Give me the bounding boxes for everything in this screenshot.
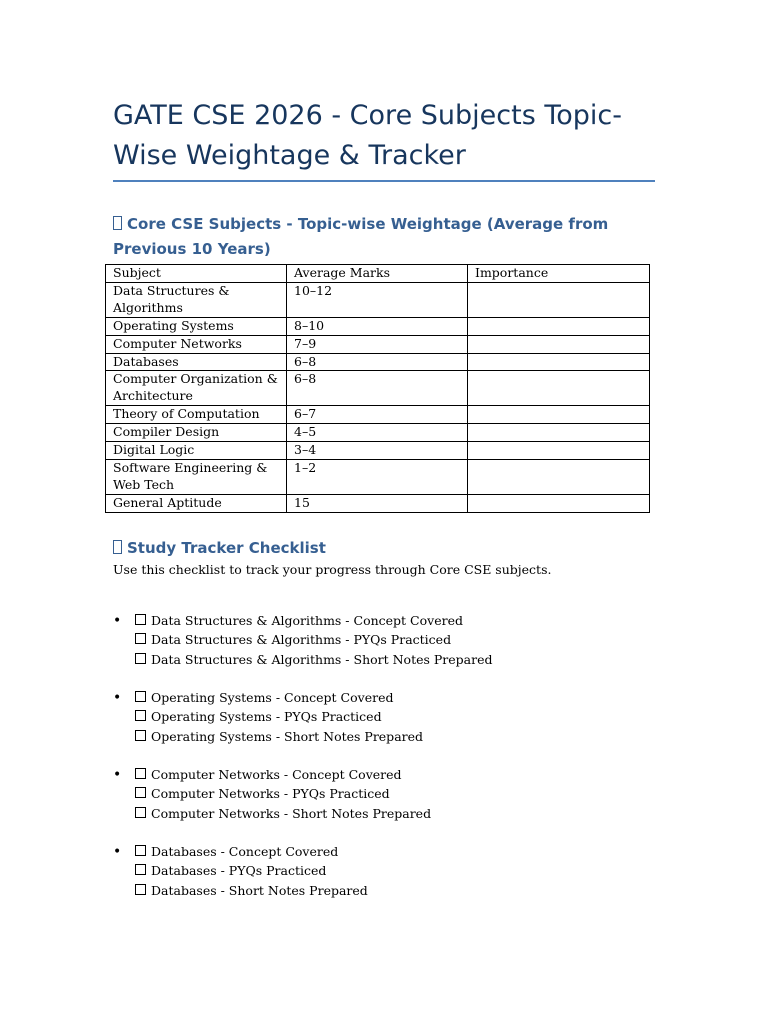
marks-cell: 8–10 xyxy=(287,317,468,335)
checklist-item-label: Computer Networks - PYQs Practiced xyxy=(151,786,390,802)
subject-cell: Software Engineering & Web Tech xyxy=(106,459,287,494)
subject-cell: Compiler Design xyxy=(106,424,287,442)
table-row xyxy=(106,406,650,424)
table-row xyxy=(106,317,650,335)
checklist-item[interactable] xyxy=(135,765,493,784)
importance-cell xyxy=(468,459,650,494)
checkbox-icon[interactable] xyxy=(135,614,146,625)
marks-cell: 4–5 xyxy=(287,424,468,442)
table-row xyxy=(106,442,650,460)
checklist-item[interactable] xyxy=(135,707,493,726)
checklist-item-label: Operating Systems - Concept Covered xyxy=(151,690,394,705)
header-importance: Importance xyxy=(468,265,650,283)
table-header-row xyxy=(106,265,650,283)
table-row xyxy=(106,494,650,512)
checklist-item[interactable] xyxy=(135,727,493,746)
importance-cell xyxy=(468,335,650,353)
checklist-item[interactable] xyxy=(135,650,493,669)
subject-cell: Computer Organization & Architecture xyxy=(106,371,287,406)
checklist-item-label: Databases - Short Notes Prepared xyxy=(151,882,368,898)
table-row xyxy=(106,282,650,317)
bullet-icon: • xyxy=(113,613,122,629)
importance-cell xyxy=(468,371,650,406)
checklist-item-label: Databases - Concept Covered xyxy=(151,844,339,859)
checklist-item[interactable] xyxy=(135,842,493,861)
marks-cell: 6–8 xyxy=(287,353,468,371)
subject-cell: Operating Systems xyxy=(106,317,287,335)
marks-cell: 10–12 xyxy=(287,282,468,317)
table-row xyxy=(106,424,650,442)
checklist-item-label: Operating Systems - Short Notes Prepared xyxy=(151,728,424,744)
table-row xyxy=(106,371,650,406)
checkbox-icon[interactable] xyxy=(135,633,146,644)
checkbox-icon[interactable] xyxy=(135,807,146,818)
subject-cell: General Aptitude xyxy=(106,494,287,512)
checklist-item-label: Databases - PYQs Practiced xyxy=(151,863,327,879)
checklist-item-label: Computer Networks - Short Notes Prepared xyxy=(151,805,432,821)
tracker-checklist xyxy=(113,611,493,919)
checklist-item-label: Computer Networks - Concept Covered xyxy=(151,767,402,782)
marks-cell: 6–8 xyxy=(287,371,468,406)
tracker-intro: Use this checklist to track your progress through Core CSE subjects. xyxy=(113,562,552,577)
marks-cell: 3–4 xyxy=(287,442,468,460)
marks-cell: 7–9 xyxy=(287,335,468,353)
missing-glyph-icon xyxy=(113,540,122,554)
checklist-item[interactable] xyxy=(135,784,493,803)
importance-cell xyxy=(468,406,650,424)
importance-cell xyxy=(468,353,650,371)
marks-cell: 1–2 xyxy=(287,459,468,494)
bullet-icon: • xyxy=(113,844,122,860)
tracker-group-cn xyxy=(113,765,493,842)
tracker-heading-text: Study Tracker Checklist xyxy=(127,539,326,557)
checkbox-icon[interactable] xyxy=(135,884,146,895)
checkbox-icon[interactable] xyxy=(135,787,146,798)
importance-cell xyxy=(468,282,650,317)
checklist-item[interactable] xyxy=(135,804,493,823)
table-row xyxy=(106,353,650,371)
subject-cell: Data Structures & Algorithms xyxy=(106,282,287,317)
importance-cell xyxy=(468,317,650,335)
weightage-heading-text: Core CSE Subjects - Topic-wise Weightage (Average from Previous 10 Years) xyxy=(113,215,609,258)
checkbox-icon[interactable] xyxy=(135,768,146,779)
bullet-icon: • xyxy=(113,690,122,706)
weightage-heading xyxy=(113,212,658,262)
marks-cell: 15 xyxy=(287,494,468,512)
checklist-item-label: Data Structures & Algorithms - Short Notes Prepared xyxy=(151,651,493,667)
checklist-item[interactable] xyxy=(135,881,493,900)
subject-cell: Theory of Computation xyxy=(106,406,287,424)
subject-cell: Databases xyxy=(106,353,287,371)
checkbox-icon[interactable] xyxy=(135,653,146,664)
header-subject: Subject xyxy=(106,265,287,283)
checkbox-icon[interactable] xyxy=(135,864,146,875)
table-row xyxy=(106,335,650,353)
title-divider xyxy=(113,180,655,182)
tracker-heading xyxy=(113,536,658,561)
importance-cell xyxy=(468,494,650,512)
tracker-group-dsa xyxy=(113,611,493,688)
tracker-group-db xyxy=(113,842,493,919)
checklist-item[interactable] xyxy=(135,688,493,707)
subject-cell: Digital Logic xyxy=(106,442,287,460)
missing-glyph-icon xyxy=(113,216,122,230)
importance-cell xyxy=(468,442,650,460)
checklist-item[interactable] xyxy=(135,630,493,649)
checkbox-icon[interactable] xyxy=(135,845,146,856)
header-average-marks: Average Marks xyxy=(287,265,468,283)
tracker-group-os xyxy=(113,688,493,765)
checkbox-icon[interactable] xyxy=(135,730,146,741)
checklist-item-label: Data Structures & Algorithms - Concept Covered xyxy=(151,613,463,628)
importance-cell xyxy=(468,424,650,442)
subject-cell: Computer Networks xyxy=(106,335,287,353)
checklist-item[interactable] xyxy=(135,861,493,880)
checklist-item[interactable] xyxy=(135,611,493,630)
checkbox-icon[interactable] xyxy=(135,710,146,721)
checklist-item-label: Data Structures & Algorithms - PYQs Practiced xyxy=(151,632,452,648)
checklist-item-label: Operating Systems - PYQs Practiced xyxy=(151,709,382,725)
document-title: GATE CSE 2026 - Core Subjects Topic-Wise Weightage & Tracker xyxy=(113,100,622,171)
marks-cell: 6–7 xyxy=(287,406,468,424)
table-row xyxy=(106,459,650,494)
weightage-table xyxy=(105,264,650,513)
bullet-icon: • xyxy=(113,767,122,783)
checkbox-icon[interactable] xyxy=(135,691,146,702)
